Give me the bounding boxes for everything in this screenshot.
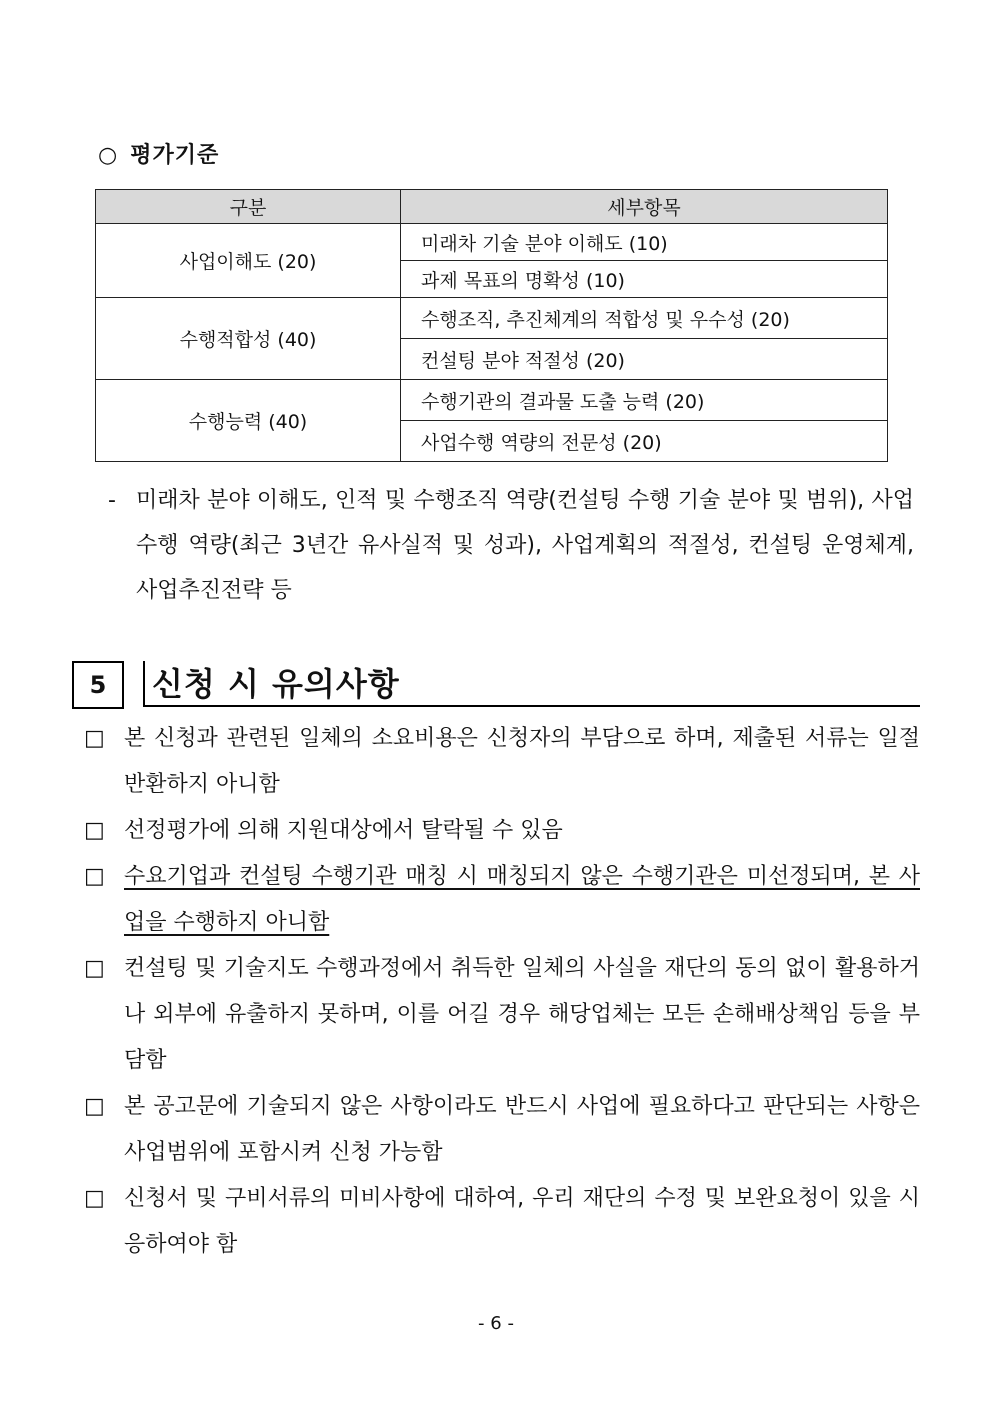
list-item	[84, 854, 920, 946]
item-cell: 수행조직, 추진체계의 적합성 및 우수성 (20)	[401, 298, 888, 339]
criteria-title: 평가기준	[130, 143, 220, 168]
section-divider	[143, 661, 145, 707]
dash-bullet: -	[108, 488, 116, 513]
category-cell: 사업이해도 (20)	[96, 224, 401, 298]
table-row	[96, 380, 888, 421]
checkbox-bullet-icon: □	[84, 864, 105, 889]
item-cell: 컨설팅 분야 적절성 (20)	[401, 339, 888, 380]
section-number: 5	[72, 661, 124, 709]
checkbox-bullet-icon: □	[84, 726, 105, 751]
table-row	[96, 224, 888, 261]
list-item	[84, 1084, 920, 1176]
item-cell: 수행기관의 결과물 도출 능력 (20)	[401, 380, 888, 421]
criteria-note	[108, 478, 914, 613]
page-number: - 6 -	[478, 1313, 514, 1334]
notice-text: 신청서 및 구비서류의 미비사항에 대하여, 우리 재단의 수정 및 보완요청이 있을 시 응하여야 함	[124, 1186, 920, 1257]
list-item	[84, 808, 920, 854]
item-cell: 미래차 기술 분야 이해도 (10)	[401, 224, 888, 261]
criteria-heading	[98, 138, 219, 169]
list-item	[84, 1176, 920, 1268]
checkbox-bullet-icon: □	[84, 818, 105, 843]
header-details: 세부항목	[401, 190, 888, 224]
item-cell: 사업수행 역량의 전문성 (20)	[401, 421, 888, 462]
notice-list	[84, 716, 920, 1268]
notice-text-underlined: 수요기업과 컨설팅 수행기관 매칭 시 매칭되지 않은 수행기관은 미선정되며, 본 사업을 수행하지 아니함	[124, 864, 920, 935]
circle-bullet-icon: ○	[98, 143, 119, 168]
checkbox-bullet-icon: □	[84, 1186, 105, 1211]
notice-text: 본 신청과 관련된 일체의 소요비용은 신청자의 부담으로 하며, 제출된 서류는 일절 반환하지 아니함	[124, 726, 920, 797]
table-row	[96, 298, 888, 339]
evaluation-criteria-table	[95, 189, 888, 462]
notice-text: 선정평가에 의해 지원대상에서 탈락될 수 있음	[124, 818, 563, 843]
criteria-note-text: 미래차 분야 이해도, 인적 및 수행조직 역량(컨설팅 수행 기술 분야 및 범위), 사업수행 역량(최근 3년간 유사실적 및 성과), 사업계획의 적절성, 컨설팅 운영체계, 사업추진전략 등	[136, 488, 914, 603]
item-cell: 과제 목표의 명확성 (10)	[401, 261, 888, 298]
list-item	[84, 946, 920, 1084]
category-cell: 수행적합성 (40)	[96, 298, 401, 380]
category-cell: 수행능력 (40)	[96, 380, 401, 462]
list-item	[84, 716, 920, 808]
table-header-row	[96, 190, 888, 224]
section-title: 신청 시 유의사항	[152, 665, 400, 703]
header-category: 구분	[96, 190, 401, 224]
checkbox-bullet-icon: □	[84, 1094, 105, 1119]
notice-text: 본 공고문에 기술되지 않은 사항이라도 반드시 사업에 필요하다고 판단되는 사항은 사업범위에 포함시켜 신청 가능함	[124, 1094, 920, 1165]
checkbox-bullet-icon: □	[84, 956, 105, 981]
notice-text: 컨설팅 및 기술지도 수행과정에서 취득한 일체의 사실을 재단의 동의 없이 활용하거나 외부에 유출하지 못하며, 이를 어길 경우 해당업체는 모든 손해배상책임 등을 부담함	[124, 956, 920, 1073]
section-underline	[143, 705, 920, 707]
